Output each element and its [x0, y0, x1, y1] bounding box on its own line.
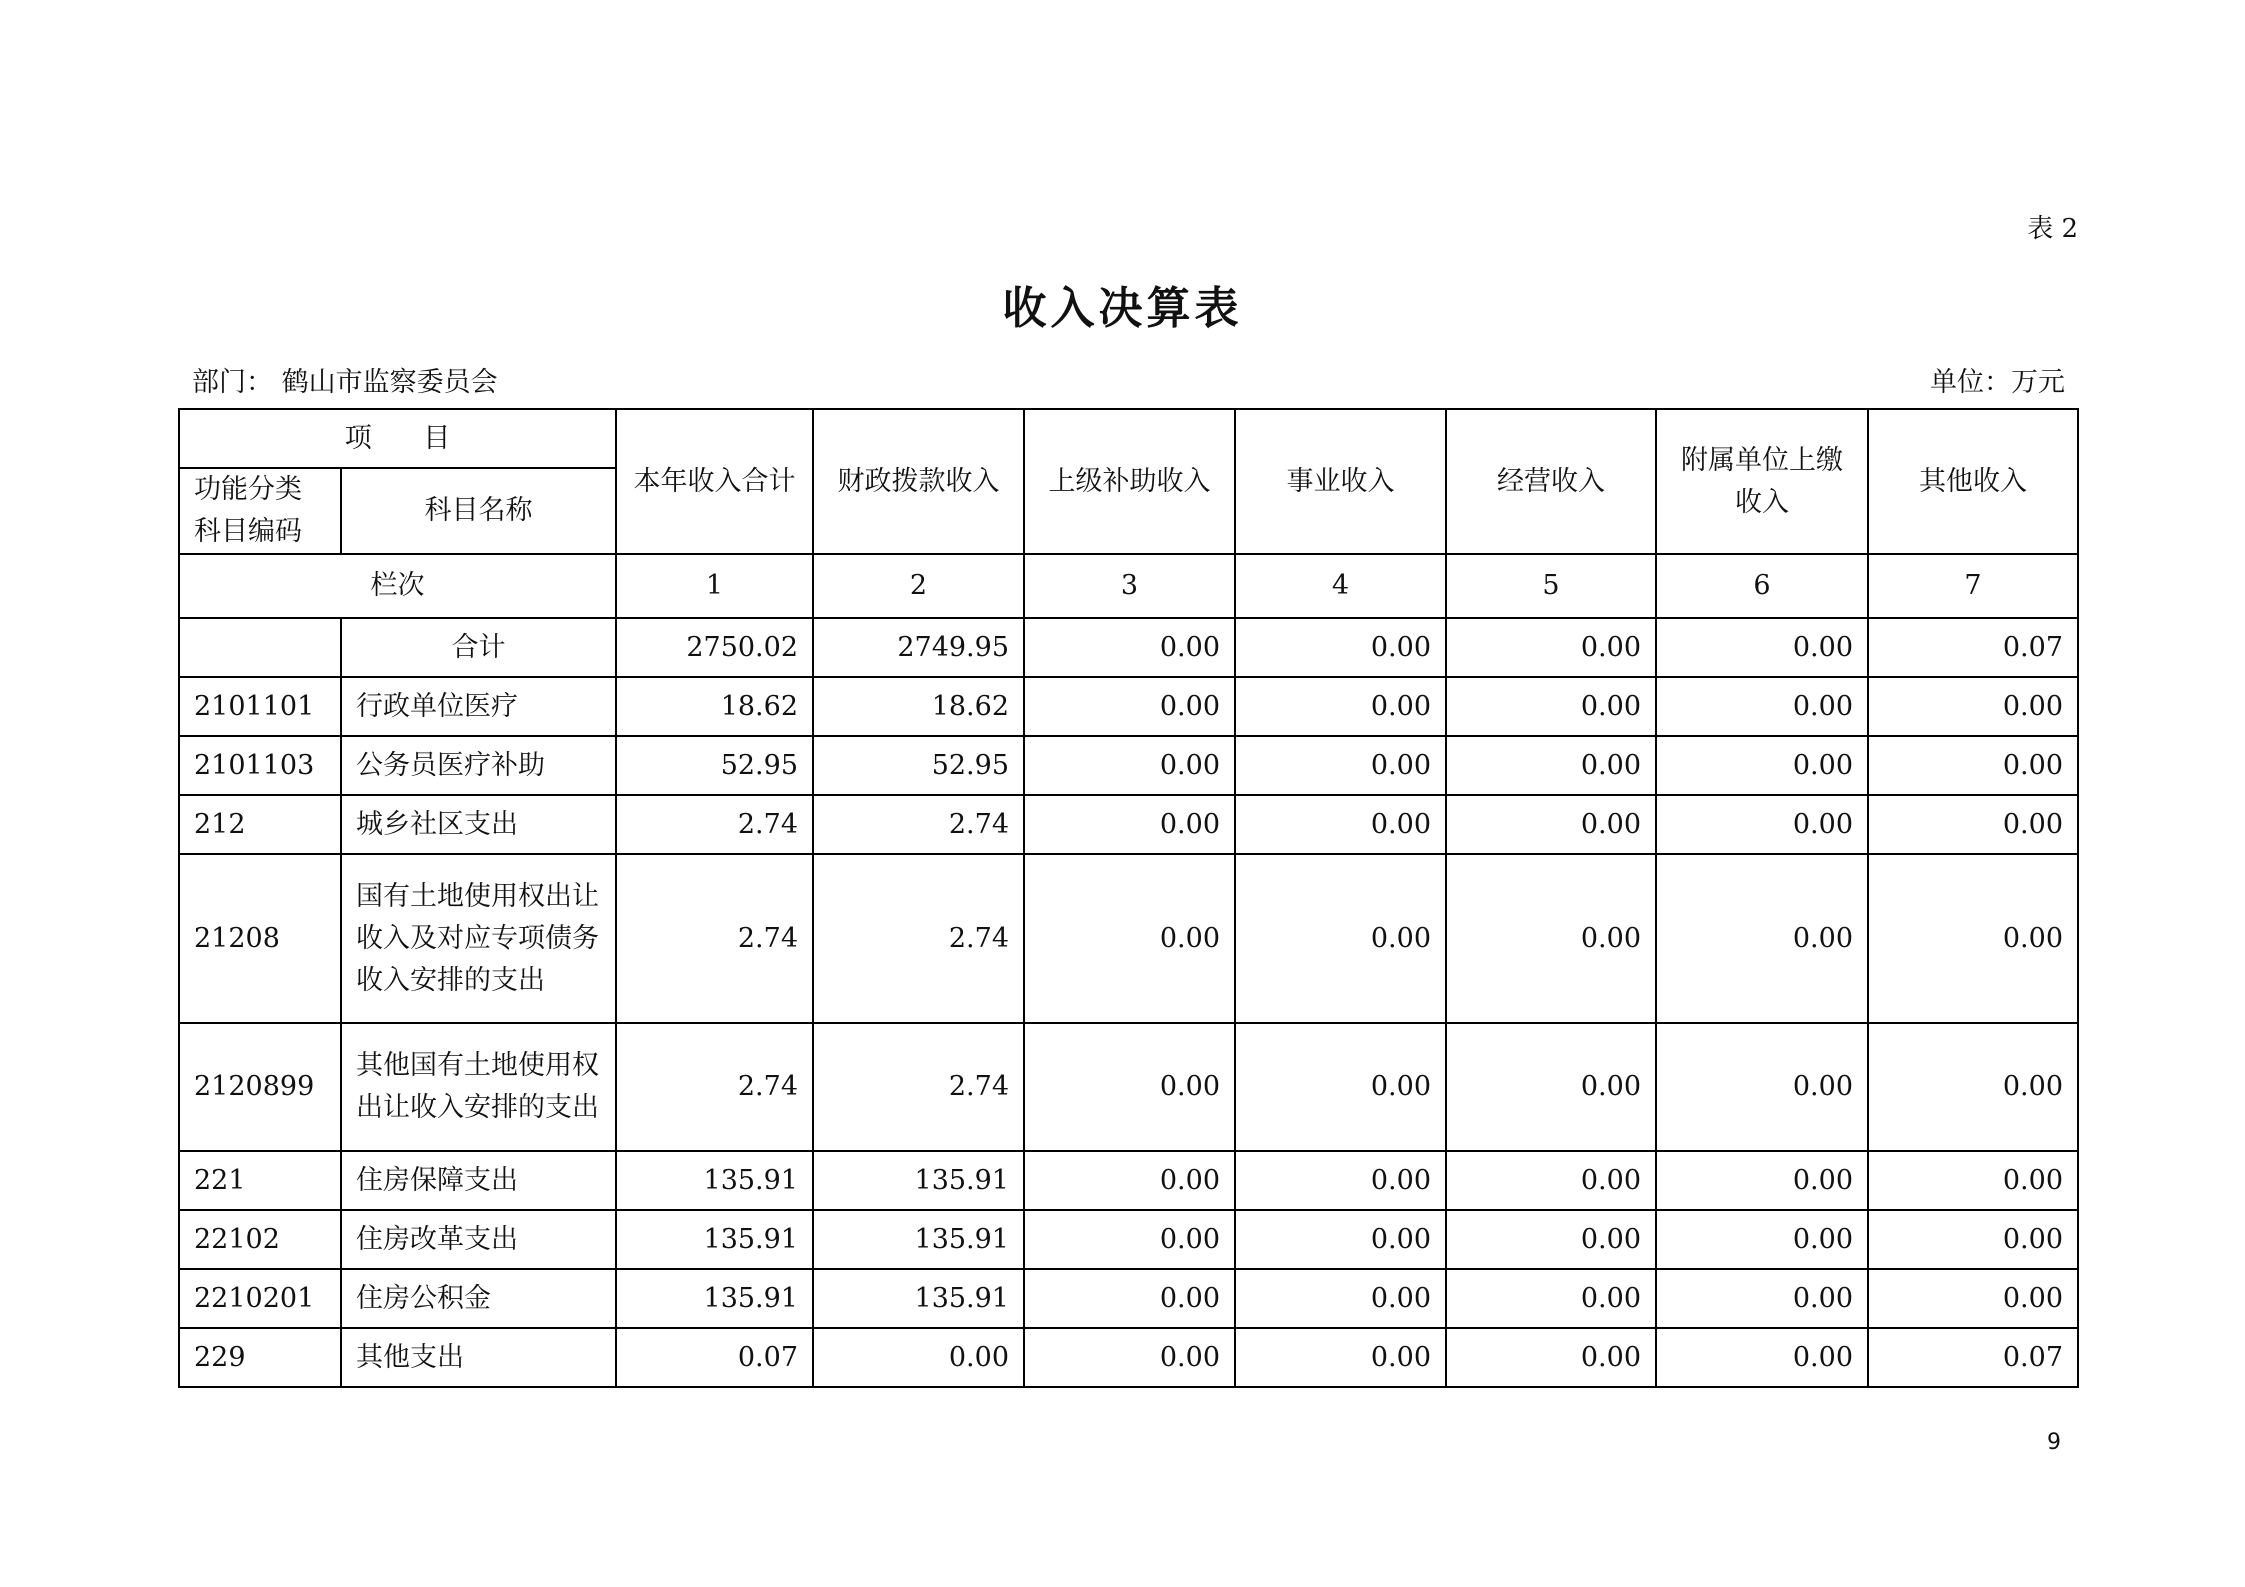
page-number: 9: [2047, 1430, 2061, 1455]
table-row: [179, 795, 2078, 854]
header-row: [179, 409, 2078, 468]
table-row: [179, 677, 2078, 736]
row-code: 221: [179, 1151, 341, 1210]
column-number: 7: [1868, 554, 2078, 618]
row-code: 21208: [179, 854, 341, 1023]
row-value: 0.00: [1868, 1269, 2078, 1328]
table-row: [179, 736, 2078, 795]
row-value: 0.00: [1024, 736, 1235, 795]
row-value: 0.00: [1656, 854, 1868, 1023]
row-value: 0.00: [1868, 795, 2078, 854]
row-value: 0.00: [1024, 854, 1235, 1023]
row-value: 52.95: [813, 736, 1024, 795]
row-value: 2749.95: [813, 618, 1024, 677]
row-value: 0.00: [813, 1328, 1024, 1387]
row-value: 0.00: [1868, 1210, 2078, 1269]
row-value: 0.00: [1656, 677, 1868, 736]
row-value: 0.00: [1446, 677, 1656, 736]
row-value: 0.00: [1656, 1023, 1868, 1151]
column-number: 6: [1656, 554, 1868, 618]
row-name: 住房保障支出: [341, 1151, 616, 1210]
row-value: 135.91: [616, 1210, 813, 1269]
row-value: 18.62: [813, 677, 1024, 736]
row-value: 0.00: [1656, 795, 1868, 854]
row-value: 0.00: [1446, 1269, 1656, 1328]
row-value: 0.00: [1656, 1151, 1868, 1210]
row-value: 0.00: [1235, 677, 1446, 736]
column-number: 5: [1446, 554, 1656, 618]
row-value: 2.74: [616, 795, 813, 854]
row-name: 国有土地使用权出让收入及对应专项债务收入安排的支出: [341, 854, 616, 1023]
row-value: 0.07: [616, 1328, 813, 1387]
header-col-1: 本年收入合计: [616, 409, 813, 554]
row-value: 2.74: [813, 854, 1024, 1023]
header-col-7: 其他收入: [1868, 409, 2078, 554]
row-value: 2.74: [813, 1023, 1024, 1151]
header-name: 科目名称: [341, 468, 616, 554]
row-value: 0.00: [1024, 1023, 1235, 1151]
row-value: 0.00: [1656, 1210, 1868, 1269]
header-col-4: 事业收入: [1235, 409, 1446, 554]
row-value: 135.91: [813, 1269, 1024, 1328]
row-name: 公务员医疗补助: [341, 736, 616, 795]
table-row: [179, 1269, 2078, 1328]
row-name: 城乡社区支出: [341, 795, 616, 854]
header-col-6: 附属单位上缴收入: [1656, 409, 1868, 554]
row-value: 0.00: [1024, 1210, 1235, 1269]
row-value: 0.07: [1868, 1328, 2078, 1387]
row-code: 2210201: [179, 1269, 341, 1328]
row-value: 0.00: [1446, 618, 1656, 677]
table-row: [179, 1151, 2078, 1210]
row-value: 135.91: [616, 1269, 813, 1328]
row-code: 2101101: [179, 677, 341, 736]
header-project: 项 目: [179, 409, 616, 468]
row-value: 135.91: [813, 1151, 1024, 1210]
row-value: 2.74: [616, 854, 813, 1023]
row-value: 0.00: [1868, 736, 2078, 795]
row-value: 0.00: [1024, 1269, 1235, 1328]
column-number: 3: [1024, 554, 1235, 618]
header-code: 功能分类科目编码: [179, 468, 341, 554]
row-label: 栏次: [179, 554, 616, 618]
row-value: 52.95: [616, 736, 813, 795]
row-value: 0.00: [1656, 618, 1868, 677]
row-value: 0.00: [1235, 1023, 1446, 1151]
row-value: 0.00: [1235, 618, 1446, 677]
row-value: 0.00: [1235, 854, 1446, 1023]
department-label: 部门： 鹤山市监察委员会: [192, 367, 498, 398]
row-value: 18.62: [616, 677, 813, 736]
row-value: 0.00: [1656, 1328, 1868, 1387]
row-code: 2101103: [179, 736, 341, 795]
row-code: 229: [179, 1328, 341, 1387]
row-value: 0.00: [1235, 795, 1446, 854]
row-value: 2.74: [616, 1023, 813, 1151]
column-number: 1: [616, 554, 813, 618]
column-number: 2: [813, 554, 1024, 618]
row-value: 0.00: [1656, 736, 1868, 795]
row-code: 22102: [179, 1210, 341, 1269]
table-row: [179, 1023, 2078, 1151]
row-value: 0.00: [1024, 618, 1235, 677]
row-value: 0.00: [1868, 1023, 2078, 1151]
row-value: 0.00: [1024, 795, 1235, 854]
row-value: 0.00: [1446, 1210, 1656, 1269]
row-value: 0.00: [1235, 1151, 1446, 1210]
row-value: 0.07: [1868, 618, 2078, 677]
column-number: 4: [1235, 554, 1446, 618]
row-code: 212: [179, 795, 341, 854]
row-value: 135.91: [813, 1210, 1024, 1269]
table-row: [179, 854, 2078, 1023]
row-value: 0.00: [1446, 795, 1656, 854]
income-table: [178, 408, 2079, 1388]
table-number: 表 2: [2027, 214, 2078, 244]
row-value: 0.00: [1024, 677, 1235, 736]
row-value: 0.00: [1446, 1023, 1656, 1151]
row-value: 0.00: [1868, 854, 2078, 1023]
page-title: 收入决算表: [1002, 283, 1243, 334]
row-name: 住房改革支出: [341, 1210, 616, 1269]
header-col-2: 财政拨款收入: [813, 409, 1024, 554]
row-value: 0.00: [1868, 677, 2078, 736]
row-value: 0.00: [1024, 1151, 1235, 1210]
table-row: [179, 618, 2078, 677]
row-value: 0.00: [1446, 736, 1656, 795]
row-value: 0.00: [1235, 736, 1446, 795]
column-number-row: [179, 554, 2078, 618]
row-value: 0.00: [1446, 1328, 1656, 1387]
row-name: 行政单位医疗: [341, 677, 616, 736]
header-col-3: 上级补助收入: [1024, 409, 1235, 554]
header-col-5: 经营收入: [1446, 409, 1656, 554]
row-value: 0.00: [1446, 1151, 1656, 1210]
row-value: 2750.02: [616, 618, 813, 677]
unit-label: 单位：万元: [1930, 367, 2065, 398]
row-name: 住房公积金: [341, 1269, 616, 1328]
row-value: 0.00: [1235, 1328, 1446, 1387]
row-value: 0.00: [1235, 1210, 1446, 1269]
row-value: 2.74: [813, 795, 1024, 854]
row-value: 0.00: [1446, 854, 1656, 1023]
row-code: [179, 618, 341, 677]
row-value: 0.00: [1024, 1328, 1235, 1387]
row-value: 0.00: [1868, 1151, 2078, 1210]
row-name: 合计: [341, 618, 616, 677]
row-value: 0.00: [1656, 1269, 1868, 1328]
row-code: 2120899: [179, 1023, 341, 1151]
table-row: [179, 1210, 2078, 1269]
row-name: 其他国有土地使用权出让收入安排的支出: [341, 1023, 616, 1151]
table-row: [179, 1328, 2078, 1387]
row-value: 135.91: [616, 1151, 813, 1210]
row-name: 其他支出: [341, 1328, 616, 1387]
row-value: 0.00: [1235, 1269, 1446, 1328]
